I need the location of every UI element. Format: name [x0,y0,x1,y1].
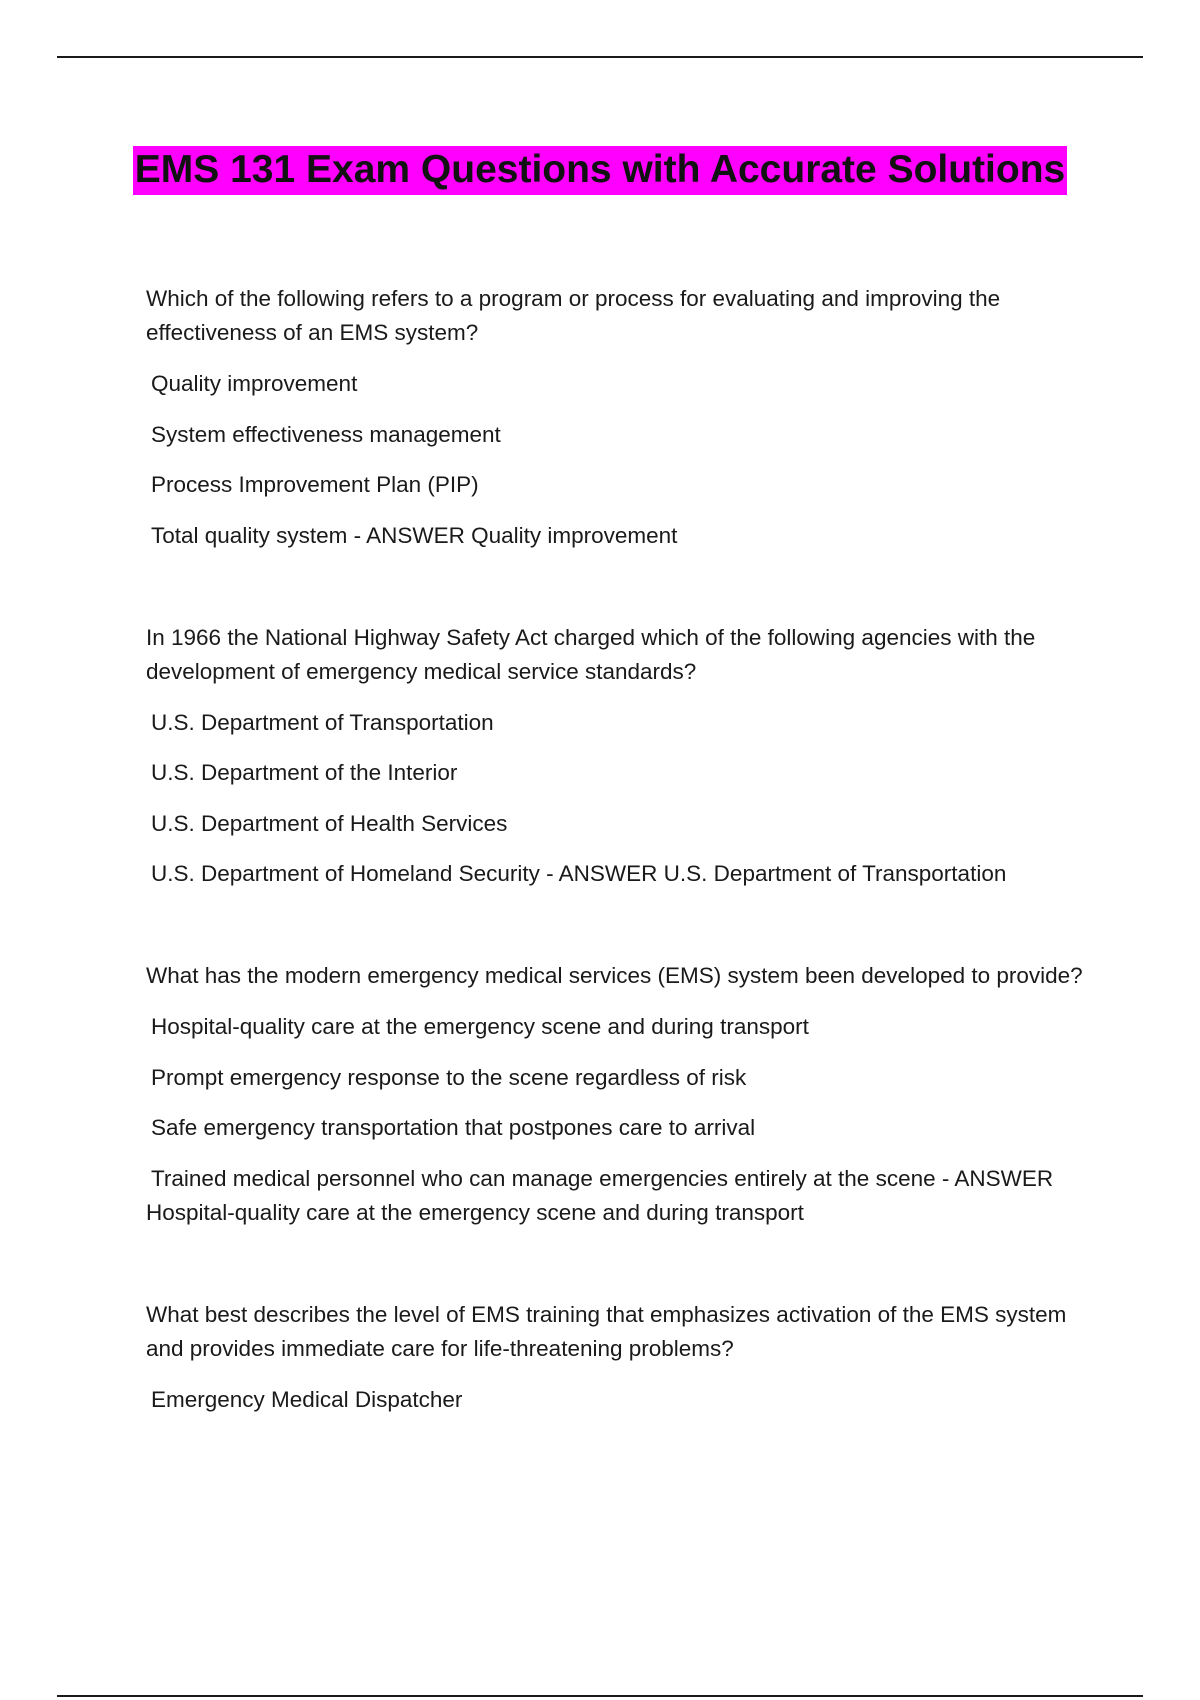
question-text: What has the modern emergency medical services (EMS) system been developed to provide? [146,963,1083,988]
question-text: Which of the following refers to a program or process for evaluating and improving the effectiveness of an EMS system? [146,286,1001,345]
question-block-4 [146,1298,1096,1417]
answer-option-with-key: U.S. Department of Homeland Security - ANSWER U.S. Department of Transportation [151,861,1007,886]
answer-option: Hospital-quality care at the emergency scene and during transport [151,1014,809,1039]
document-title [100,138,1100,201]
question-text: What best describes the level of EMS training that emphasizes activation of the EMS system and provides immediate care for life-threatening problems? [146,1301,1067,1361]
answer-option: Prompt emergency response to the scene regardless of risk [151,1064,747,1090]
answer-option: Process Improvement Plan (PIP) [151,472,479,497]
footer-rule [57,1695,1143,1697]
question-text: In 1966 the National Highway Safety Act charged which of the following agencies with the development of emergency medical service standards? [146,624,1036,684]
question-block-1 [146,282,1096,553]
answer-option: System effectiveness management [151,421,501,447]
answer-option: U.S. Department of the Interior [151,760,458,785]
answer-option-with-key: Total quality system - ANSWER Quality improvement [151,522,678,548]
answer-option: U.S. Department of Transportation [151,709,494,735]
answer-option: Emergency Medical Dispatcher [151,1386,463,1412]
header-rule [57,56,1143,58]
question-list [146,282,1096,1485]
answer-option: U.S. Department of Health Services [151,810,508,836]
question-block-3 [146,959,1096,1230]
answer-option-with-key: Trained medical personnel who can manage emergencies entirely at the scene - ANSWER Hospital-quality care at the emergency scene and during transport [146,1165,1054,1225]
answer-option: Safe emergency transportation that postpones care to arrival [151,1115,756,1140]
answer-option: Quality improvement [151,371,358,396]
question-block-2 [146,621,1096,892]
title-highlight: EMS 131 Exam Questions with Accurate Solutions [133,146,1067,195]
